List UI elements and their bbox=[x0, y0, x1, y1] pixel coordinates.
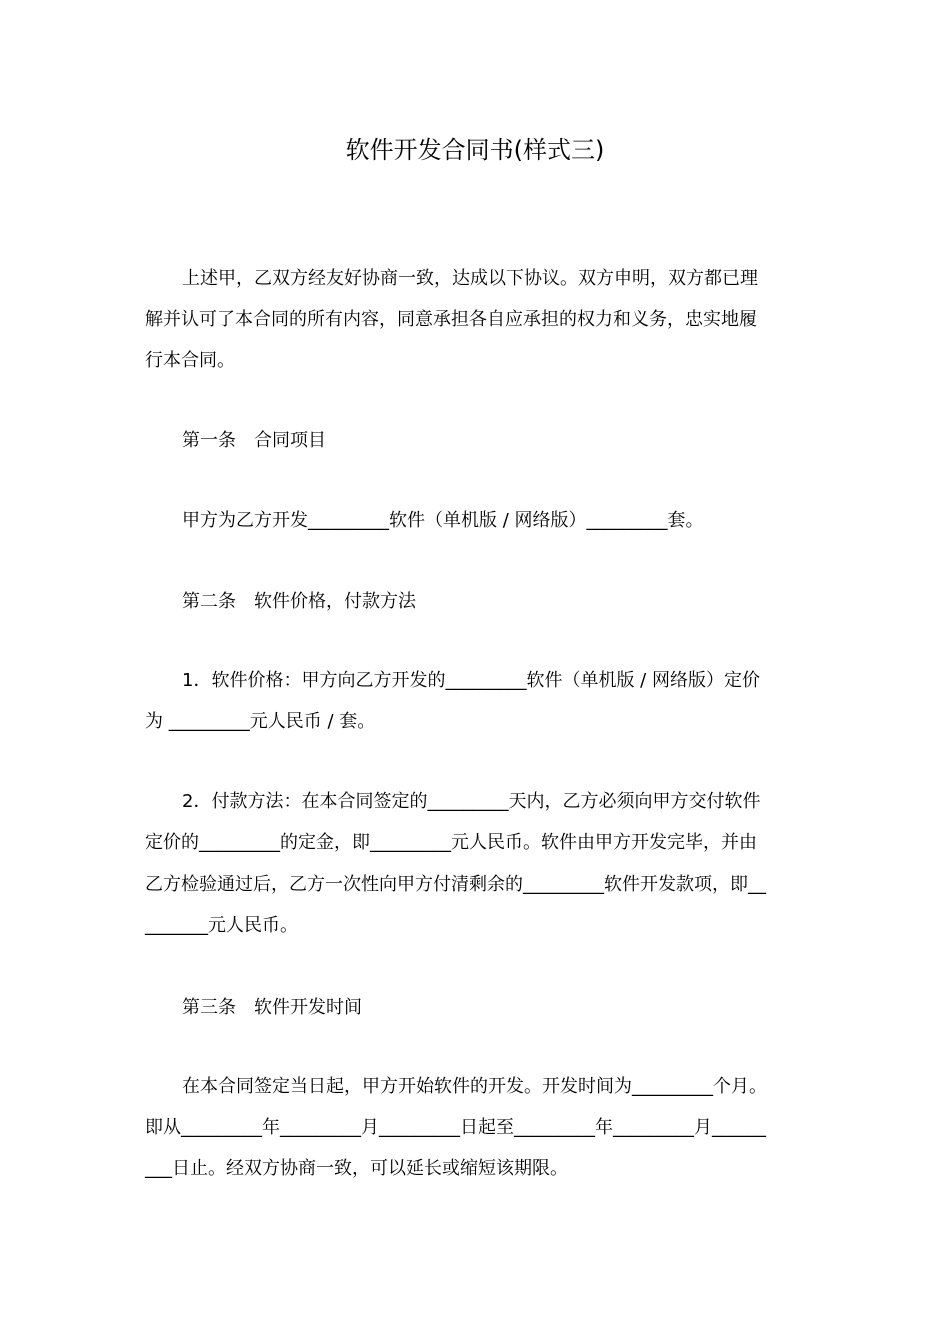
text-line: 甲方为乙方开发_________软件（单机版 / 网络版）_________套。 bbox=[182, 510, 704, 531]
article-heading: 第三条 软件开发时间 bbox=[182, 997, 362, 1018]
text-line: _______元人民币。 bbox=[145, 915, 298, 936]
document-title: 软件开发合同书(样式三) bbox=[345, 136, 605, 164]
article-heading: 第一条 合同项目 bbox=[182, 430, 326, 451]
text-line: 解并认可了本合同的所有内容，同意承担各自应承担的权力和义务，忠实地履 bbox=[145, 309, 757, 330]
text-line: 行本合同。 bbox=[145, 350, 235, 371]
text-line: 即从_________年_________月_________日起至_________年_________月______ bbox=[145, 1117, 766, 1138]
text-line: 2．付款方法：在本合同签定的_________天内，乙方必须向甲方交付软件 bbox=[182, 791, 761, 812]
text-line: 1．软件价格：甲方向乙方开发的_________软件（单机版 / 网络版）定价 bbox=[182, 670, 760, 691]
text-line: 定价的_________的定金，即_________元人民币。软件由甲方开发完毕，并由 bbox=[145, 832, 757, 853]
text-line: 在本合同签定当日起，甲方开始软件的开发。开发时间为_________个月。 bbox=[182, 1076, 767, 1097]
text-line: ___日止。经双方协商一致，可以延长或缩短该期限。 bbox=[145, 1158, 568, 1179]
text-line: 为 _________元人民币 / 套。 bbox=[145, 711, 376, 732]
text-line: 上述甲，乙双方经友好协商一致，达成以下协议。双方申明，双方都已理 bbox=[182, 268, 758, 289]
article-heading: 第二条 软件价格，付款方法 bbox=[182, 591, 416, 612]
text-line: 乙方检验通过后，乙方一次性向甲方付清剩余的_________软件开发款项，即__ bbox=[145, 874, 766, 895]
